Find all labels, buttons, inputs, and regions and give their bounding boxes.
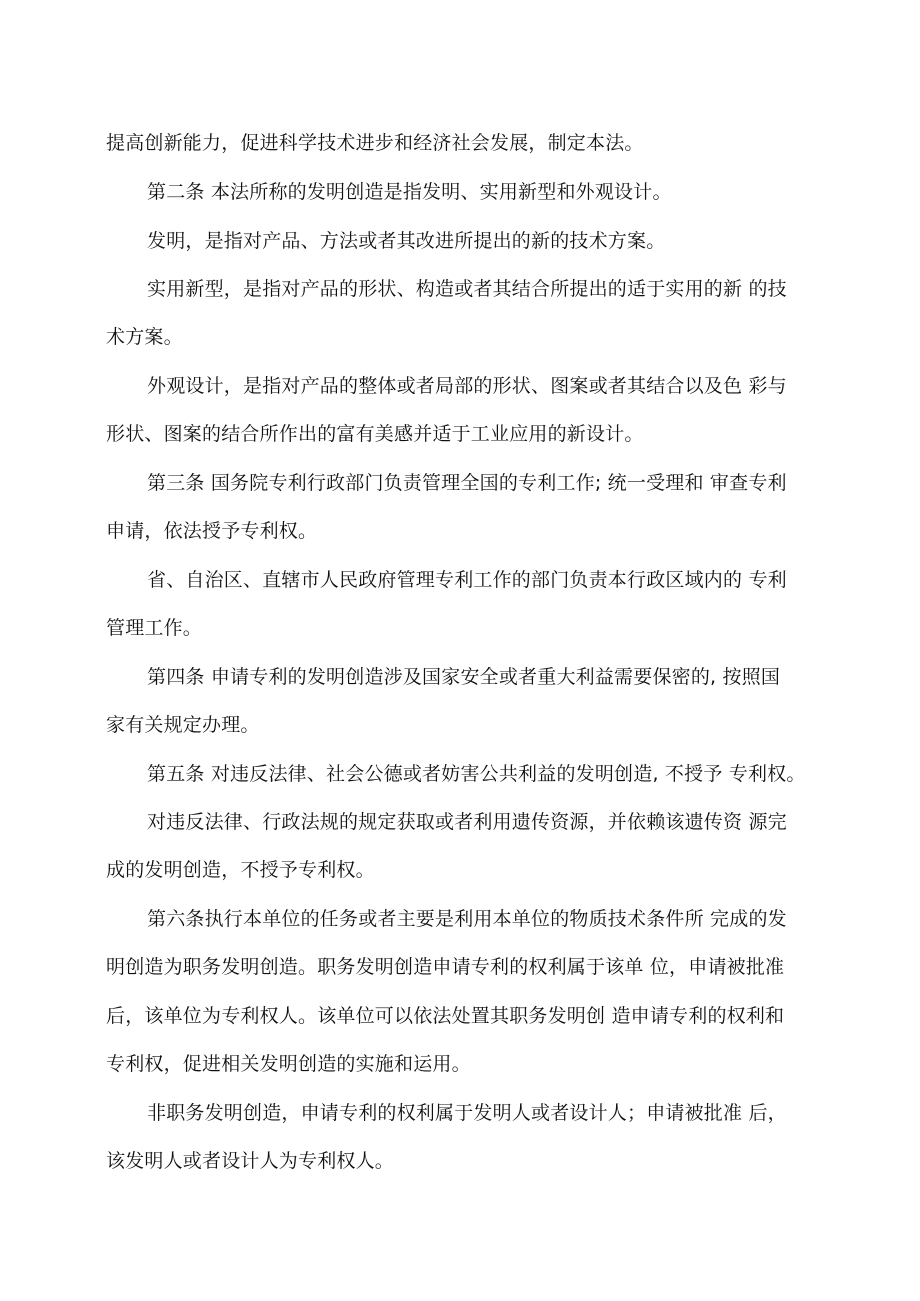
text-line: 第三条 国务院专利行政部门负责管理全国的专利工作; 统一受理和 审查专利 xyxy=(147,472,787,494)
text-line: 专利权，促进相关发明创造的实施和运用。 xyxy=(106,1053,471,1075)
text-line: 该发明人或者设计人为专利权人。 xyxy=(106,1150,395,1172)
text-line: 提高创新能力，促进科学技术进步和经济社会发展，制定本法。 xyxy=(106,132,644,154)
text-line: 省、自治区、直辖市人民政府管理专利工作的部门负责本行政区域内的 专利 xyxy=(147,569,787,591)
text-line: 第六条执行本单位的任务或者主要是利用本单位的物质技术条件所 完成的发 xyxy=(147,908,787,930)
text-line: 第二条 本法所称的发明创造是指发明、实用新型和外观设计。 xyxy=(147,181,672,203)
text-line: 外观设计，是指对产品的整体或者局部的形状、图案或者其结合以及色 彩与 xyxy=(147,375,787,397)
text-line: 明创造为职务发明创造。职务发明创造申请专利的权利属于该单 位，申请被批准 xyxy=(106,956,785,978)
text-line: 申请，依法授予专利权。 xyxy=(106,520,318,542)
text-line: 非职务发明创造，申请专利的权利属于发明人或者设计人；申请被批准 后， xyxy=(147,1102,787,1124)
text-line: 术方案。 xyxy=(106,326,183,348)
text-line: 对违反法律、行政法规的规定获取或者利用遗传资源，并依赖该遗传资 源完 xyxy=(147,811,787,833)
text-line: 后，该单位为专利权人。该单位可以依法处置其职务发明创 造申请专利的权利和 xyxy=(106,1005,785,1027)
text-line: 管理工作。 xyxy=(106,617,203,639)
text-line: 发明，是指对产品、方法或者其改进所提出的新的技术方案。 xyxy=(147,230,666,252)
text-line: 实用新型，是指对产品的形状、构造或者其结合所提出的适于实用的新 的技 xyxy=(147,278,787,300)
text-line: 成的发明创造，不授予专利权。 xyxy=(106,859,375,881)
text-line: 第四条 申请专利的发明创造涉及国家安全或者重大利益需要保密的, 按照国 xyxy=(147,666,781,688)
text-line: 家有关规定办理。 xyxy=(106,714,260,736)
text-line: 第五条 对违反法律、社会公德或者妨害公共利益的发明创造, 不授予 专利权。 xyxy=(147,763,806,785)
text-line: 形状、图案的结合所作出的富有美感并适于工业应用的新设计。 xyxy=(106,423,644,445)
